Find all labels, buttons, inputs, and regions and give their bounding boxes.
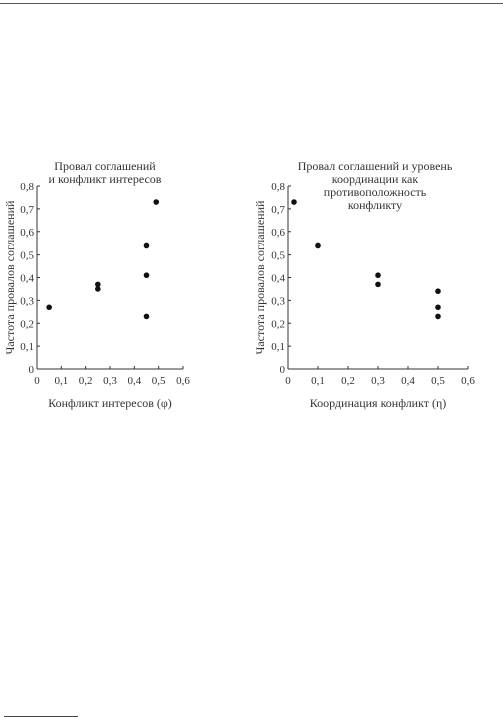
data-point: [46, 304, 52, 310]
data-point: [291, 199, 297, 205]
x-tick-label: 0,1: [54, 375, 69, 387]
x-tick-label: 0,3: [371, 375, 385, 387]
data-point: [435, 314, 441, 320]
chart-title-right: Провал соглашений и уровень координации как противоположность конфликту: [297, 159, 453, 212]
y-tick-label: 0,4: [20, 272, 34, 285]
x-tick-label: 0,5: [151, 375, 166, 387]
data-point: [435, 288, 441, 294]
data-point: [435, 304, 441, 310]
x-tick-label: 0: [34, 375, 40, 387]
x-tick-label: 0,5: [431, 375, 445, 387]
top-rule: [0, 3, 503, 4]
data-point: [375, 282, 381, 288]
y-tick-label: 0,1: [271, 341, 285, 354]
y-tick-label: 0: [279, 364, 285, 376]
data-point: [153, 199, 159, 205]
x-axis-label: Конфликт интересов (φ): [48, 396, 172, 410]
scatter-chart-left: [0, 180, 250, 420]
y-axis-label: Частота провалов соглашений: [3, 200, 17, 355]
scatter-chart-right: [250, 180, 503, 420]
y-tick-label: 0,2: [271, 318, 285, 331]
y-tick-label: 0,5: [20, 249, 34, 262]
chart-title-left: Провал соглашений и конфликт интересов: [48, 159, 162, 186]
y-tick-label: 0,2: [20, 318, 34, 331]
y-tick-label: 0,1: [20, 341, 34, 354]
y-tick-label: 0,3: [20, 295, 34, 308]
x-tick-label: 0,2: [341, 375, 355, 387]
x-tick-label: 0,1: [311, 375, 325, 387]
data-point: [315, 243, 321, 249]
x-axis-label: Координация конфликт (η): [309, 396, 447, 410]
y-tick-label: 0,7: [271, 203, 285, 216]
data-point: [144, 314, 150, 320]
y-tick-label: 0,7: [20, 203, 34, 216]
data-point: [144, 272, 150, 278]
x-tick-label: 0,4: [401, 375, 415, 387]
x-tick-label: 0,6: [461, 375, 475, 387]
data-point: [375, 272, 381, 278]
data-point: [95, 286, 101, 292]
y-tick-label: 0,6: [271, 226, 285, 239]
x-tick-label: 0,2: [78, 375, 93, 387]
y-tick-label: 0,8: [20, 181, 34, 193]
y-tick-label: 0,5: [271, 249, 285, 262]
x-tick-label: 0,6: [176, 375, 190, 387]
y-tick-label: 0: [28, 364, 34, 376]
x-tick-label: 0: [285, 375, 291, 387]
x-tick-label: 0,4: [127, 375, 142, 387]
y-tick-label: 0,8: [271, 181, 285, 193]
y-axis-label: Частота провалов соглашений: [253, 200, 267, 355]
y-tick-label: 0,6: [20, 226, 34, 239]
y-tick-label: 0,3: [271, 295, 285, 308]
y-tick-label: 0,4: [271, 272, 285, 285]
data-point: [144, 243, 150, 249]
x-tick-label: 0,3: [103, 375, 117, 387]
